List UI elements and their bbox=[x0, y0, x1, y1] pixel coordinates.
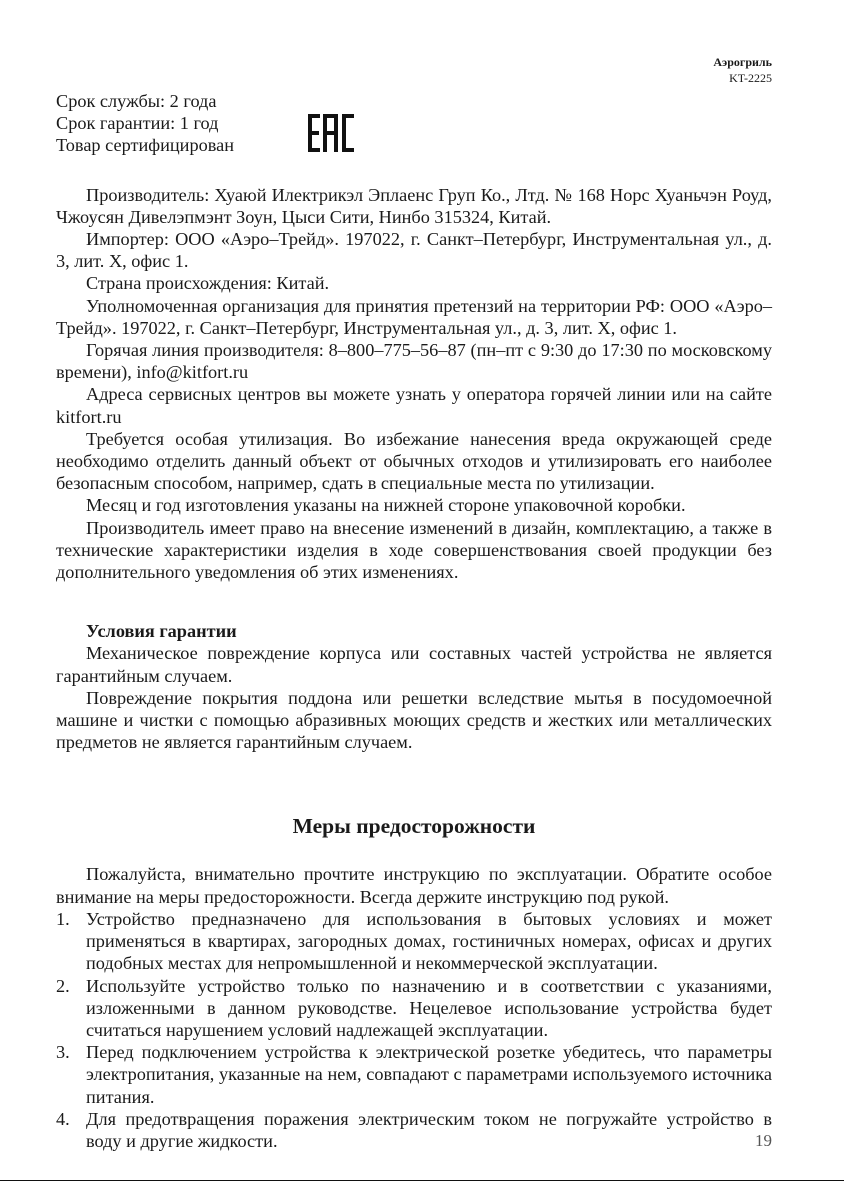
precautions-intro: Пожалуйста, внимательно прочтите инструкцию по эксплуатации. Обратите особое внимание на меры предосторожности. Всегда держите инструкцию под рукой. bbox=[56, 864, 772, 907]
warranty-title: Условия гарантии bbox=[86, 621, 237, 642]
info-paragraph: Адреса сервисных центров вы можете узнать у оператора горячей линии или на сайте kitfort.ru bbox=[56, 384, 772, 427]
warranty-period: Срок гарантии: 1 год bbox=[56, 113, 219, 134]
precautions-list bbox=[56, 908, 772, 1152]
list-item-text: Используйте устройство только по назначению и в соответствии с указаниями, изложенными в данном руководстве. Нецелевое использование устройства будет считаться нарушением условий надлежащей эксплуатации. bbox=[86, 975, 772, 1040]
list-item bbox=[56, 975, 772, 1042]
list-item bbox=[56, 1108, 772, 1152]
list-item-text: Перед подключением устройства к электрической розетке убедитесь, что параметры электропитания, указанные на нем, совпадают с параметрами используемого источника питания. bbox=[86, 1042, 772, 1107]
info-paragraph: Уполномоченная организация для принятия претензий на территории РФ: ООО «Аэро–Трейд». 197022, г. Санкт–Петербург, Инструментальная ул., д. 3, лит. Х, офис 1. bbox=[56, 295, 772, 338]
certified: Товар сертифицирован bbox=[56, 135, 235, 156]
page-number: 19 bbox=[755, 1131, 772, 1150]
list-item bbox=[56, 908, 772, 975]
warranty-paragraph: Механическое повреждение корпуса или составных частей устройства не является гарантийным случаем. bbox=[56, 643, 772, 686]
warranty-paragraph: Повреждение покрытия поддона или решетки вследствие мытья в посудомоечной машине и чистки с помощью абразивных моющих средств и жестких или металлических предметов не является гарантийным случаем. bbox=[56, 687, 772, 753]
precautions-title: Меры предосторожности bbox=[292, 814, 536, 839]
list-item bbox=[56, 1041, 772, 1108]
bottom-divider bbox=[0, 1180, 844, 1181]
info-paragraph: Импортер: ООО «Аэро–Трейд». 197022, г. Санкт–Петербург, Инструментальная ул., д. 3, лит. Х, офис 1. bbox=[56, 229, 772, 272]
info-paragraph: Горячая линия производителя: 8–800–775–56–87 (пн–пт с 9:30 до 17:30 по московскому времени), info@kitfort.ru bbox=[56, 340, 772, 383]
info-paragraph: Производитель имеет право на внесение изменений в дизайн, комплектацию, а также в технические характеристики изделия в ходе совершенствования своей продукции без дополнительного уведомления об этих изменениях. bbox=[56, 517, 772, 583]
info-paragraph: Страна происхождения: Китай. bbox=[86, 273, 330, 294]
list-item-number: 3. bbox=[56, 1042, 70, 1063]
service-life: Срок службы: 2 года bbox=[56, 91, 217, 111]
service-block bbox=[56, 90, 772, 157]
list-item-number: 1. bbox=[56, 908, 70, 929]
list-item-number: 4. bbox=[56, 1108, 70, 1129]
page-content bbox=[56, 90, 772, 1152]
info-paragraph: Производитель: Хуаюй Илектрикэл Эплаенс Груп Ко., Лтд. № 168 Норс Хуаньчэн Роуд, Чжоусян Дивелэпмэнт Зоун, Цыси Сити, Нинбо 315324, Китай. bbox=[56, 184, 772, 227]
header-model: KT-2225 bbox=[729, 71, 772, 85]
list-item-number: 2. bbox=[56, 975, 70, 996]
eac-mark-icon bbox=[308, 114, 354, 152]
page-header bbox=[713, 54, 772, 86]
list-item-text: Устройство предназначено для использования в бытовых условиях и может применяться в квартирах, загородных домах, гостиничных номерах, офисах и других подобных местах для непромышленной и некоммерческой эксплуатации. bbox=[86, 908, 772, 974]
list-item-text: Для предотвращения поражения электрическим током не погружайте устройство в воду и другие жидкости. bbox=[86, 1108, 772, 1151]
info-paragraph: Требуется особая утилизация. Во избежание нанесения вреда окружающей среде необходимо отделить данный объект от обычных отходов и утилизировать его наиболее безопасным способом, например, сдать в специальные места по утилизации. bbox=[56, 428, 772, 494]
header-product: Аэрогриль bbox=[713, 55, 772, 69]
info-paragraph: Месяц и год изготовления указаны на нижней стороне упаковочной коробки. bbox=[86, 495, 686, 516]
